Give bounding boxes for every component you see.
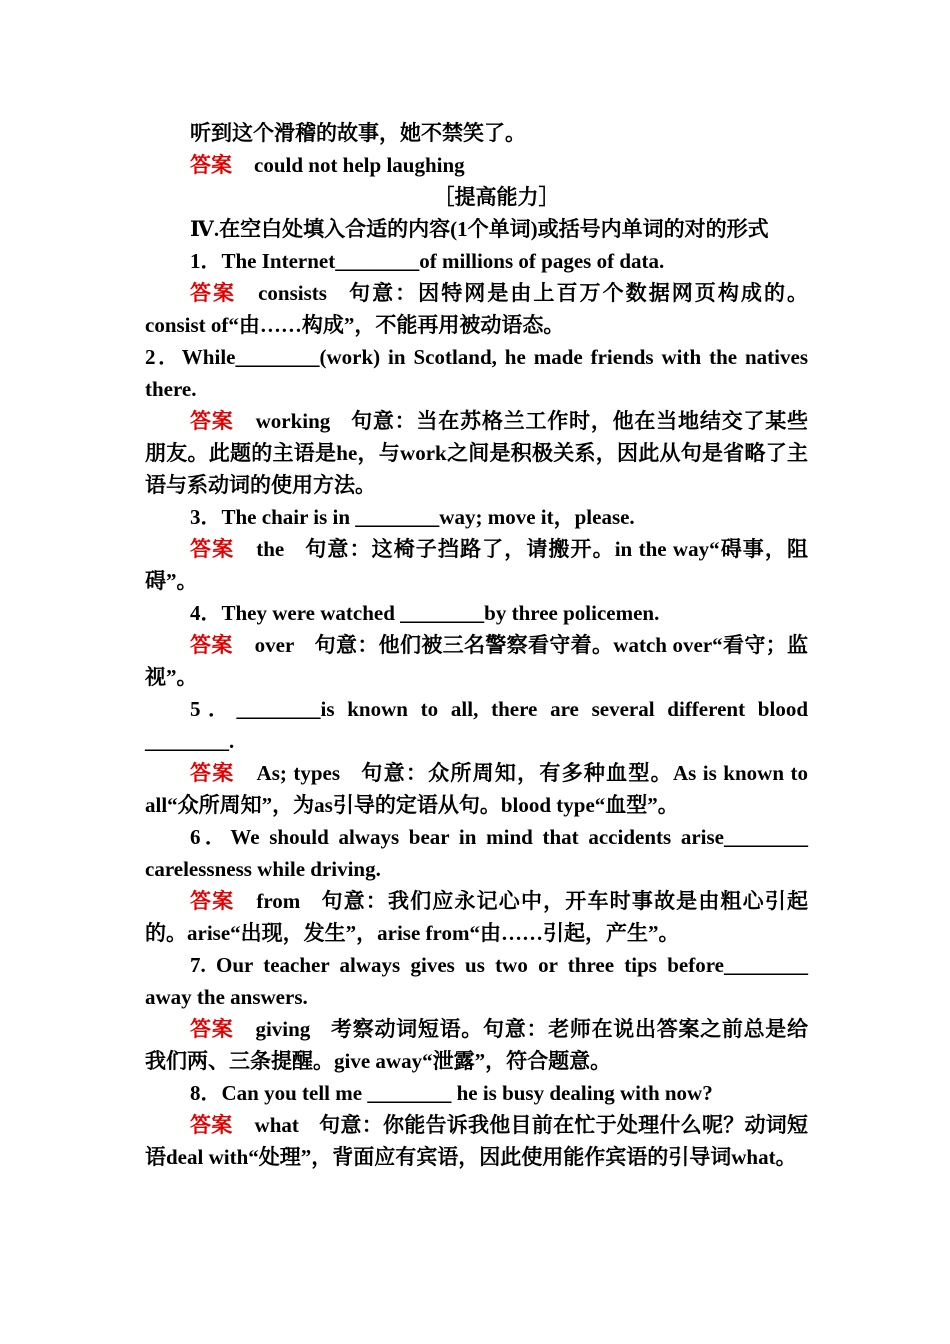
answer-2: [145, 405, 808, 501]
question-5: 5．________is known to all, there are several different blood ________.: [145, 697, 808, 753]
intro-sentence: 听到这个滑稽的故事，她不禁笑了。: [190, 121, 526, 145]
answer-7: [145, 1013, 808, 1077]
question-2: 2．While________(work) in Scotland, he made friends with the natives there.: [145, 345, 808, 401]
answer-word: working: [255, 409, 331, 433]
answer-explanation: 句意：你能告诉我他目前在忙于处理什么呢？动词短语deal with“处理”，背面应有宾语，因此使用能作宾语的引导词what。: [145, 1113, 809, 1169]
answer-8: [145, 1109, 808, 1173]
answer-word: from: [256, 889, 301, 913]
answer-word: what: [254, 1113, 299, 1137]
document-page: [145, 117, 808, 1173]
answer-explanation: 句意：众所周知，有多种血型。As is known to all“众所周知”，为as引导的定语从句。blood type“血型”。: [145, 761, 809, 817]
question-6: 6．We should always bear in mind that accidents arise________ carelessness while driving.: [145, 825, 808, 881]
answer-word: consists: [258, 281, 327, 305]
section-title: ［提高能力］: [433, 185, 560, 209]
answer-explanation: 句意：当在苏格兰工作时，他在当地结交了某些朋友。此题的主语是he，与work之间是积极关系，因此从句是省略了主语与系动词的使用方法。: [145, 409, 808, 497]
question-1: 1．The Internet________of millions of pages of data.: [190, 249, 665, 273]
answer-4: [145, 629, 808, 693]
answer-text: could not help laughing: [254, 153, 465, 177]
answer-word: giving: [255, 1017, 311, 1041]
answer-label: 答案: [190, 409, 234, 433]
answer-explanation: 句意：这椅子挡路了，请搬开。in the way“碍事，阻碍”。: [145, 537, 808, 593]
answer-explanation: 句意：他们被三名警察看守着。watch over“看守；监视”。: [145, 633, 808, 689]
answer-label: 答案: [190, 633, 233, 657]
answer-3: [145, 533, 808, 597]
answer-label: 答案: [190, 1017, 234, 1041]
question-7: 7. Our teacher always gives us two or three tips before________ away the answers.: [145, 953, 808, 1009]
answer-explanation: 考察动词短语。句意：老师在说出答案之前总是给我们两、三条提醒。give away“泄露”，符合题意。: [145, 1017, 809, 1073]
intro-answer: [145, 149, 808, 181]
answer-word: the: [256, 537, 285, 561]
answer-label: 答案: [190, 537, 235, 561]
answer-label: 答案: [190, 761, 235, 785]
answer-1: [145, 277, 808, 341]
answer-label: 答案: [190, 153, 232, 177]
answer-5: [145, 757, 808, 821]
section-instruction: Ⅳ.在空白处填入合适的内容(1个单词)或括号内单词的对的形式: [190, 217, 769, 241]
answer-label: 答案: [190, 1113, 233, 1137]
answer-word: over: [254, 633, 295, 657]
question-4: 4．They were watched ________by three policemen.: [190, 601, 660, 625]
answer-explanation: 句意：因特网是由上百万个数据网页构成的。consist of“由……构成”，不能再用被动语态。: [145, 281, 809, 337]
answer-label: 答案: [190, 889, 235, 913]
answer-label: 答案: [190, 281, 237, 305]
answer-explanation: 句意：我们应永记心中，开车时事故是由粗心引起的。arise“出现，发生”，arise from“由……引起，产生”。: [145, 889, 809, 945]
question-3: 3．The chair is in ________way; move it，please.: [190, 505, 635, 529]
answer-6: [145, 885, 808, 949]
answer-word: As; types: [256, 761, 341, 785]
question-8: 8．Can you tell me ________ he is busy dealing with now?: [190, 1081, 713, 1105]
